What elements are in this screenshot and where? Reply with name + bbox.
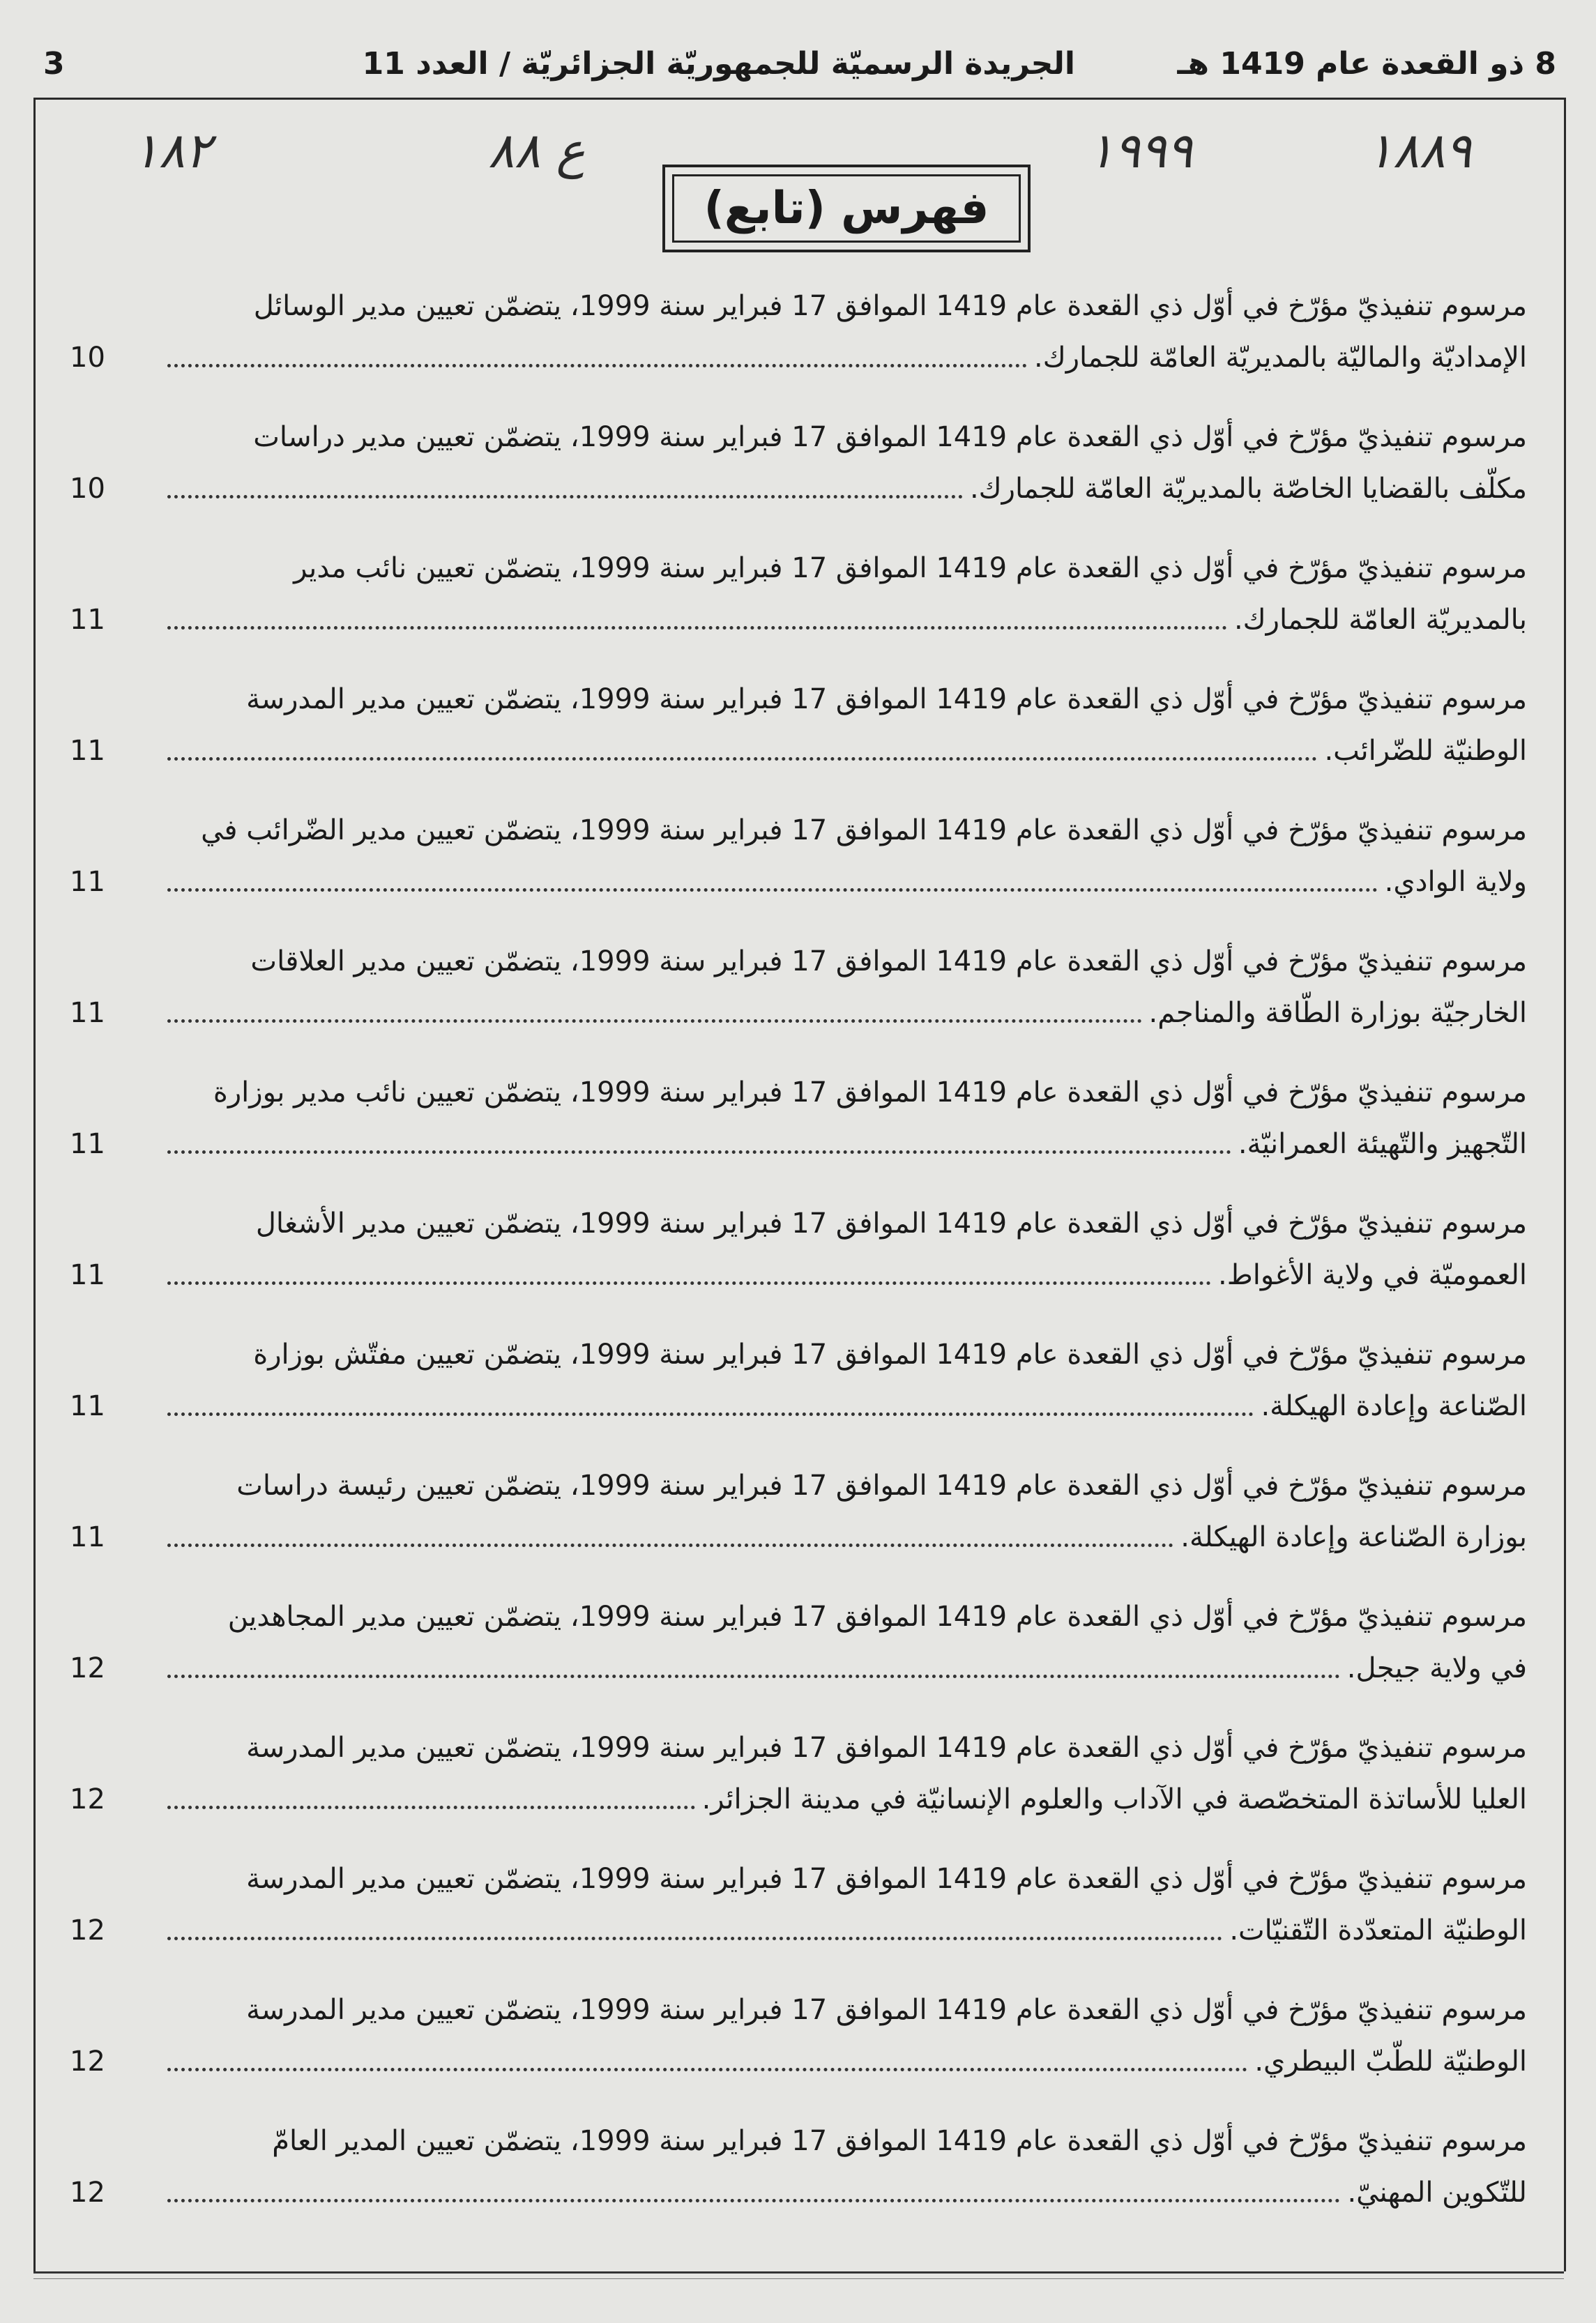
index-entry xyxy=(70,548,1527,679)
entry-page-number: 11 xyxy=(70,735,105,767)
entry-leader-dots xyxy=(167,743,1317,761)
index-entry xyxy=(70,810,1527,941)
entry-leader-dots xyxy=(167,1267,1211,1285)
entry-line1: مرسوم تنفيذيّ مؤرّخ في أوّل ذي القعدة عام 1419 الموافق 17 فبراير سنة 1999، يتضمّن تعيين مدير دراسات xyxy=(253,421,1527,453)
entry-line2: الصّناعة وإعادة الهيكلة. xyxy=(1261,1390,1527,1422)
entry-leader-dots xyxy=(167,1399,1254,1416)
entry-line1: مرسوم تنفيذيّ مؤرّخ في أوّل ذي القعدة عام 1419 الموافق 17 فبراير سنة 1999، يتضمّن تعيين مدير المدرسة xyxy=(246,1994,1527,2026)
entry-line2: بالمديريّة العامّة للجمارك. xyxy=(1233,604,1527,636)
index-entry xyxy=(70,1334,1527,1465)
index-entry xyxy=(70,1072,1527,1203)
entry-leader-dots xyxy=(167,350,1027,367)
entry-line2: العموميّة في ولاية الأغواط. xyxy=(1218,1259,1527,1291)
entry-page-number: 12 xyxy=(70,1652,105,1684)
entry-leader-dots xyxy=(167,1792,695,1809)
index-title-box xyxy=(662,165,1031,252)
entry-page-number: 11 xyxy=(70,1128,105,1160)
bottom-rule-thin xyxy=(33,2278,1564,2279)
entry-page-number: 11 xyxy=(70,604,105,636)
entry-page-number: 10 xyxy=(70,342,105,374)
entry-leader-dots xyxy=(167,481,963,498)
entry-line2: الإمداديّة والماليّة بالمديريّة العامّة للجمارك. xyxy=(1034,342,1527,374)
entry-line2: التّجهيز والتّهيئة العمرانيّة. xyxy=(1238,1128,1527,1160)
entry-page-number: 12 xyxy=(70,2177,105,2209)
entry-leader-dots xyxy=(167,1005,1142,1023)
entry-line1: مرسوم تنفيذيّ مؤرّخ في أوّل ذي القعدة عام 1419 الموافق 17 فبراير سنة 1999، يتضمّن تعيين المدير العامّ xyxy=(272,2125,1527,2157)
index-entry xyxy=(70,1728,1527,1859)
entry-line2: للتّكوين المهنيّ. xyxy=(1347,2177,1527,2209)
entry-line1: مرسوم تنفيذيّ مؤرّخ في أوّل ذي القعدة عام 1419 الموافق 17 فبراير سنة 1999، يتضمّن تعيين نائب مدير بوزارة xyxy=(213,1076,1527,1109)
entry-line2: ولاية الوادي. xyxy=(1384,866,1527,898)
entry-page-number: 10 xyxy=(70,473,105,505)
index-entry xyxy=(70,679,1527,810)
entry-page-number: 11 xyxy=(70,866,105,898)
entry-line2: الوطنيّة للضّرائب. xyxy=(1324,735,1527,767)
entry-line1: مرسوم تنفيذيّ مؤرّخ في أوّل ذي القعدة عام 1419 الموافق 17 فبراير سنة 1999، يتضمّن تعيين مدير المجاهدين xyxy=(227,1601,1527,1633)
handwritten-note-d: ١٨٢ xyxy=(132,122,211,179)
handwritten-note-a: ١٨٨٩ xyxy=(1367,122,1472,179)
entry-line2: في ولاية جيجل. xyxy=(1346,1652,1527,1684)
entry-page-number: 11 xyxy=(70,1521,105,1553)
entry-leader-dots xyxy=(167,1136,1231,1154)
index-entry xyxy=(70,941,1527,1072)
handwritten-note-b: ١٩٩٩ xyxy=(1088,122,1193,179)
header-date: 8 ذو القعدة عام 1419 هـ xyxy=(1177,46,1556,82)
header-title: الجريدة الرسميّة للجمهوريّة الجزائريّة / العدد 11 xyxy=(362,46,1075,82)
entry-page-number: 11 xyxy=(70,1259,105,1291)
header-page-number: 3 xyxy=(43,46,65,82)
index-entries xyxy=(70,286,1527,2252)
entry-leader-dots xyxy=(167,2054,1247,2071)
page-header xyxy=(43,33,1556,96)
entry-line2: الخارجيّة بوزارة الطّاقة والمناجم. xyxy=(1148,997,1527,1029)
index-title: فهرس (تابع) xyxy=(704,183,989,234)
entry-line1: مرسوم تنفيذيّ مؤرّخ في أوّل ذي القعدة عام 1419 الموافق 17 فبراير سنة 1999، يتضمّن تعيين مدير العلاقات xyxy=(250,945,1527,977)
index-entry xyxy=(70,1597,1527,1728)
entry-leader-dots xyxy=(167,1923,1222,1940)
entry-page-number: 11 xyxy=(70,997,105,1029)
entry-leader-dots xyxy=(167,1661,1340,1678)
entry-leader-dots xyxy=(167,1530,1173,1547)
entry-line2: العليا للأساتذة المتخصّصة في الآداب والعلوم الإنسانيّة في مدينة الجزائر. xyxy=(701,1783,1527,1815)
index-entry xyxy=(70,417,1527,548)
index-entry xyxy=(70,1990,1527,2121)
bottom-rule xyxy=(33,2271,1564,2274)
entry-leader-dots xyxy=(167,2185,1340,2202)
entry-line2: الوطنيّة المتعدّدة التّقنيّات. xyxy=(1229,1914,1527,1947)
entry-page-number: 12 xyxy=(70,2046,105,2078)
index-entry xyxy=(70,1465,1527,1597)
entry-line1: مرسوم تنفيذيّ مؤرّخ في أوّل ذي القعدة عام 1419 الموافق 17 فبراير سنة 1999، يتضمّن تعيين مدير الأشغال xyxy=(255,1208,1527,1240)
index-entry xyxy=(70,2121,1527,2252)
index-entry xyxy=(70,1859,1527,1990)
index-entry xyxy=(70,1203,1527,1334)
entry-leader-dots xyxy=(167,612,1227,630)
entry-page-number: 11 xyxy=(70,1390,105,1422)
entry-line1: مرسوم تنفيذيّ مؤرّخ في أوّل ذي القعدة عام 1419 الموافق 17 فبراير سنة 1999، يتضمّن تعيين مفتّش بوزارة xyxy=(253,1339,1527,1371)
entry-page-number: 12 xyxy=(70,1783,105,1815)
entry-line1: مرسوم تنفيذيّ مؤرّخ في أوّل ذي القعدة عام 1419 الموافق 17 فبراير سنة 1999، يتضمّن تعيين مدير الضّرائب في xyxy=(201,814,1527,846)
entry-line1: مرسوم تنفيذيّ مؤرّخ في أوّل ذي القعدة عام 1419 الموافق 17 فبراير سنة 1999، يتضمّن تعيين رئيسة دراسات xyxy=(236,1470,1527,1502)
entry-page-number: 12 xyxy=(70,1914,105,1947)
entry-line1: مرسوم تنفيذيّ مؤرّخ في أوّل ذي القعدة عام 1419 الموافق 17 فبراير سنة 1999، يتضمّن تعيين مدير المدرسة xyxy=(246,1863,1527,1895)
entry-leader-dots xyxy=(167,874,1378,892)
handwritten-note-c: ع ٨٨ xyxy=(488,122,586,179)
entry-line2: بوزارة الصّناعة وإعادة الهيكلة. xyxy=(1180,1521,1527,1553)
index-entry xyxy=(70,286,1527,417)
entry-line1: مرسوم تنفيذيّ مؤرّخ في أوّل ذي القعدة عام 1419 الموافق 17 فبراير سنة 1999، يتضمّن تعيين مدير المدرسة xyxy=(246,683,1527,715)
entry-line1: مرسوم تنفيذيّ مؤرّخ في أوّل ذي القعدة عام 1419 الموافق 17 فبراير سنة 1999، يتضمّن تعيين نائب مدير xyxy=(294,552,1527,584)
entry-line2: مكلّف بالقضايا الخاصّة بالمديريّة العامّة للجمارك. xyxy=(969,473,1527,505)
entry-line2: الوطنيّة للطّبّ البيطري. xyxy=(1254,2046,1527,2078)
entry-line1: مرسوم تنفيذيّ مؤرّخ في أوّل ذي القعدة عام 1419 الموافق 17 فبراير سنة 1999، يتضمّن تعيين مدير الوسائل xyxy=(253,290,1527,322)
entry-line1: مرسوم تنفيذيّ مؤرّخ في أوّل ذي القعدة عام 1419 الموافق 17 فبراير سنة 1999، يتضمّن تعيين مدير المدرسة xyxy=(246,1732,1527,1764)
